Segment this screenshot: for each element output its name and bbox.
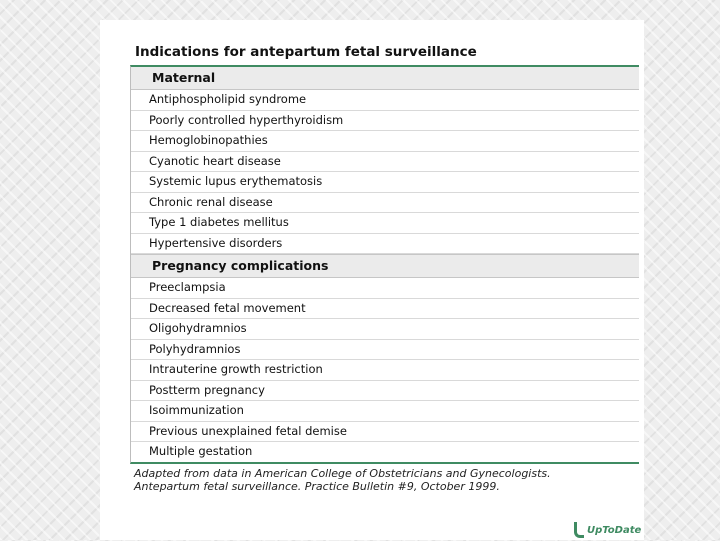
table-row: Chronic renal disease: [131, 193, 639, 214]
slide-card: [100, 20, 644, 540]
table-row: Type 1 diabetes mellitus: [131, 213, 639, 234]
table-row: Systemic lupus erythematosis: [131, 172, 639, 193]
table-row: Hypertensive disorders: [131, 234, 639, 255]
uptodate-logo: [574, 519, 641, 541]
table-row: Cyanotic heart disease: [131, 152, 639, 173]
table-row: Intrauterine growth restriction: [131, 360, 639, 381]
table-row: Oligohydramnios: [131, 319, 639, 340]
table-row: Preeclampsia: [131, 278, 639, 299]
table-row: Poorly controlled hyperthyroidism: [131, 111, 639, 132]
uptodate-logo-text: UpToDate: [587, 524, 642, 536]
table-row: Hemoglobinopathies: [131, 131, 639, 152]
section-header-pregnancy: Pregnancy complications: [131, 254, 639, 278]
table-row: Antiphospholipid syndrome: [131, 90, 639, 111]
table-row: Multiple gestation: [149, 444, 253, 458]
table-row: Decreased fetal movement: [131, 299, 639, 320]
uptodate-logo-icon: [574, 522, 584, 538]
table-title: Indications for antepartum fetal surveillance: [135, 44, 477, 60]
table-row: Isoimmunization: [131, 401, 639, 422]
source-footnote: Adapted from data in American College of Obstetricians and Gynecologists. Antepartum fetal surveillance. Practice Bulletin #9, October 1999.: [134, 467, 551, 493]
section-header-maternal: Maternal: [131, 67, 639, 90]
table-row: Polyhydramnios: [131, 340, 639, 361]
indications-table: [130, 65, 639, 464]
table-row: Previous unexplained fetal demise: [131, 422, 639, 443]
table-row: Postterm pregnancy: [131, 381, 639, 402]
